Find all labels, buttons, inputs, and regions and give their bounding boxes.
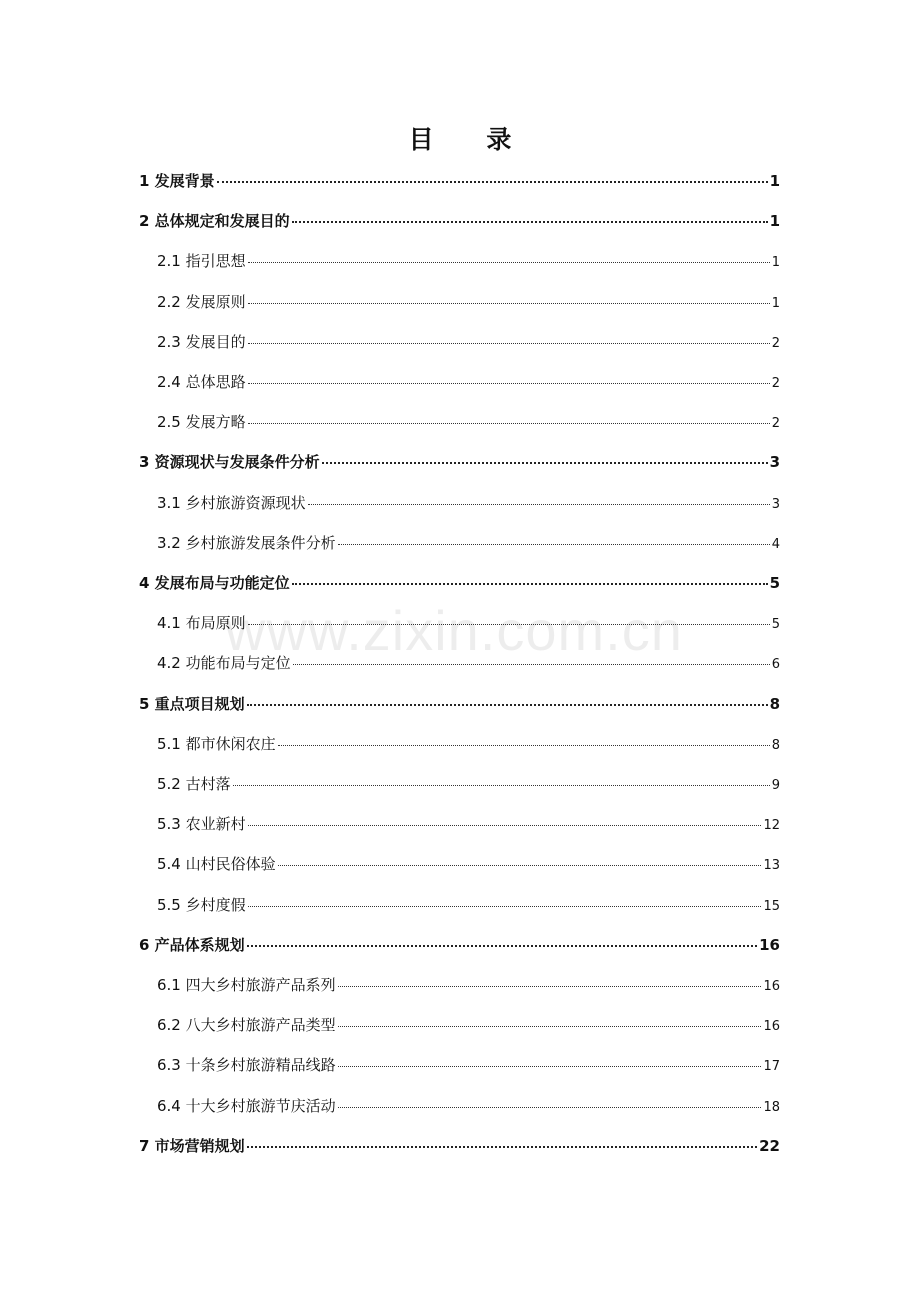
toc-section-entry[interactable] [157, 612, 780, 633]
toc-entry-label: 2.5 发展方略 [157, 413, 246, 432]
toc-entry-label: 5.3 农业新村 [157, 815, 246, 834]
toc-entry-label: 4 发展布局与功能定位 [139, 574, 290, 592]
dot-leader [338, 1066, 762, 1067]
dot-leader [248, 906, 762, 907]
toc-entry-label: 2.3 发展目的 [157, 332, 246, 351]
dot-leader [248, 624, 770, 625]
dot-leader [338, 544, 770, 545]
toc-entry-label: 6.2 八大乡村旅游产品类型 [157, 1016, 336, 1035]
toc-chapter-entry[interactable] [139, 210, 780, 231]
dot-leader [338, 1026, 762, 1027]
toc-chapter-entry[interactable] [139, 934, 780, 955]
toc-entry-label: 6 产品体系规划 [139, 935, 245, 954]
toc-section-entry[interactable] [157, 532, 780, 553]
toc-page-number: 2 [771, 416, 780, 432]
dot-leader [338, 986, 762, 987]
toc-page-number: 2 [771, 376, 780, 391]
toc-page-number: 6 [771, 657, 780, 673]
dot-leader [248, 423, 770, 424]
dot-leader [217, 181, 768, 183]
toc-page-number: 22 [759, 1136, 780, 1155]
dot-leader [233, 785, 770, 786]
toc-entry-label: 2.2 发展原则 [157, 292, 246, 311]
toc-entry-label: 3 资源现状与发展条件分析 [139, 453, 320, 472]
toc-entry-label: 2 总体规定和发展目的 [139, 212, 290, 231]
toc-page-number: 1 [771, 295, 780, 311]
toc-section-entry[interactable] [157, 853, 780, 874]
toc-page-number: 16 [759, 935, 780, 954]
toc-entry-label: 3.2 乡村旅游发展条件分析 [157, 533, 336, 552]
toc-page-number: 3 [769, 453, 780, 472]
toc-page-number: 1 [771, 255, 780, 271]
toc-page-number: 12 [763, 818, 780, 834]
toc-page-number: 17 [763, 1059, 780, 1075]
toc-chapter-entry[interactable] [139, 170, 780, 191]
toc-page-number: 1 [769, 212, 780, 231]
dot-leader [278, 865, 762, 866]
toc-entry-label: 5.4 山村民俗体验 [157, 855, 276, 874]
toc-page-number: 9 [771, 778, 780, 793]
toc-entry-label: 5.1 都市休闲农庄 [157, 734, 276, 753]
toc-section-entry[interactable] [157, 331, 780, 352]
toc-entry-label: 6.1 四大乡村旅游产品系列 [157, 976, 336, 994]
toc-entry-label: 7 市场营销规划 [139, 1136, 245, 1155]
toc-page-number: 16 [763, 1019, 780, 1035]
toc-entry-label: 3.1 乡村旅游资源现状 [157, 493, 306, 512]
toc-page-number: 4 [771, 536, 780, 552]
toc-page-number: 1 [769, 172, 780, 190]
toc-entry-label: 5.5 乡村度假 [157, 895, 246, 914]
toc-section-entry[interactable] [157, 411, 780, 432]
toc-entry-label: 6.3 十条乡村旅游精品线路 [157, 1056, 336, 1075]
toc-chapter-entry[interactable] [139, 451, 780, 472]
toc-section-entry[interactable] [157, 974, 780, 995]
dot-leader [248, 343, 770, 344]
toc-page-number: 8 [771, 737, 780, 753]
dot-leader [278, 745, 770, 746]
toc-section-entry[interactable] [157, 813, 780, 834]
toc-page-number: 5 [769, 574, 780, 592]
dot-leader [292, 583, 768, 585]
toc-entry-label: 4.2 功能布局与定位 [157, 654, 291, 673]
dot-leader [248, 825, 762, 826]
toc-entry-label: 6.4 十大乡村旅游节庆活动 [157, 1096, 336, 1115]
dot-leader [248, 383, 770, 384]
toc-section-entry[interactable] [157, 1095, 780, 1116]
toc-section-entry[interactable] [157, 1014, 780, 1035]
toc-chapter-entry[interactable] [139, 572, 780, 593]
toc-section-entry[interactable] [157, 492, 780, 513]
toc-section-entry[interactable] [157, 773, 780, 794]
dot-leader [293, 664, 770, 665]
dot-leader [247, 945, 757, 947]
dot-leader [247, 1146, 757, 1148]
dot-leader [248, 303, 770, 304]
toc-entry-label: 2.4 总体思路 [157, 373, 246, 391]
toc-page-number: 2 [771, 335, 780, 351]
toc-section-entry[interactable] [157, 371, 780, 392]
toc-page-number: 3 [771, 496, 780, 512]
toc-page-number: 18 [763, 1099, 780, 1115]
toc-chapter-entry[interactable] [139, 693, 780, 714]
dot-leader [292, 221, 768, 223]
toc-chapter-entry[interactable] [139, 1135, 780, 1156]
toc-page-number: 16 [763, 979, 780, 994]
toc-entry-label: 4.1 布局原则 [157, 614, 246, 633]
dot-leader [248, 262, 770, 263]
dot-leader [308, 504, 770, 505]
toc-entry-label: 5 重点项目规划 [139, 694, 245, 713]
toc-entry-label: 2.1 指引思想 [157, 252, 246, 271]
toc-entry-label: 5.2 古村落 [157, 775, 231, 793]
toc-section-entry[interactable] [157, 250, 780, 271]
dot-leader [322, 462, 768, 464]
dot-leader [247, 704, 768, 706]
watermark: www.zixin.com.cn [225, 599, 683, 662]
toc-entry-label: 1 发展背景 [139, 172, 215, 190]
toc-page-number: 13 [763, 858, 780, 874]
dot-leader [338, 1107, 762, 1108]
toc-section-entry[interactable] [157, 1054, 780, 1075]
toc-page-number: 15 [763, 898, 780, 914]
toc-section-entry[interactable] [157, 291, 780, 312]
toc-page-number: 5 [771, 617, 780, 633]
toc-page-number: 8 [769, 694, 780, 713]
toc-section-entry[interactable] [157, 733, 780, 754]
toc-section-entry[interactable] [157, 652, 780, 673]
toc-section-entry[interactable] [157, 894, 780, 915]
toc-title: 目 录 [408, 125, 534, 154]
